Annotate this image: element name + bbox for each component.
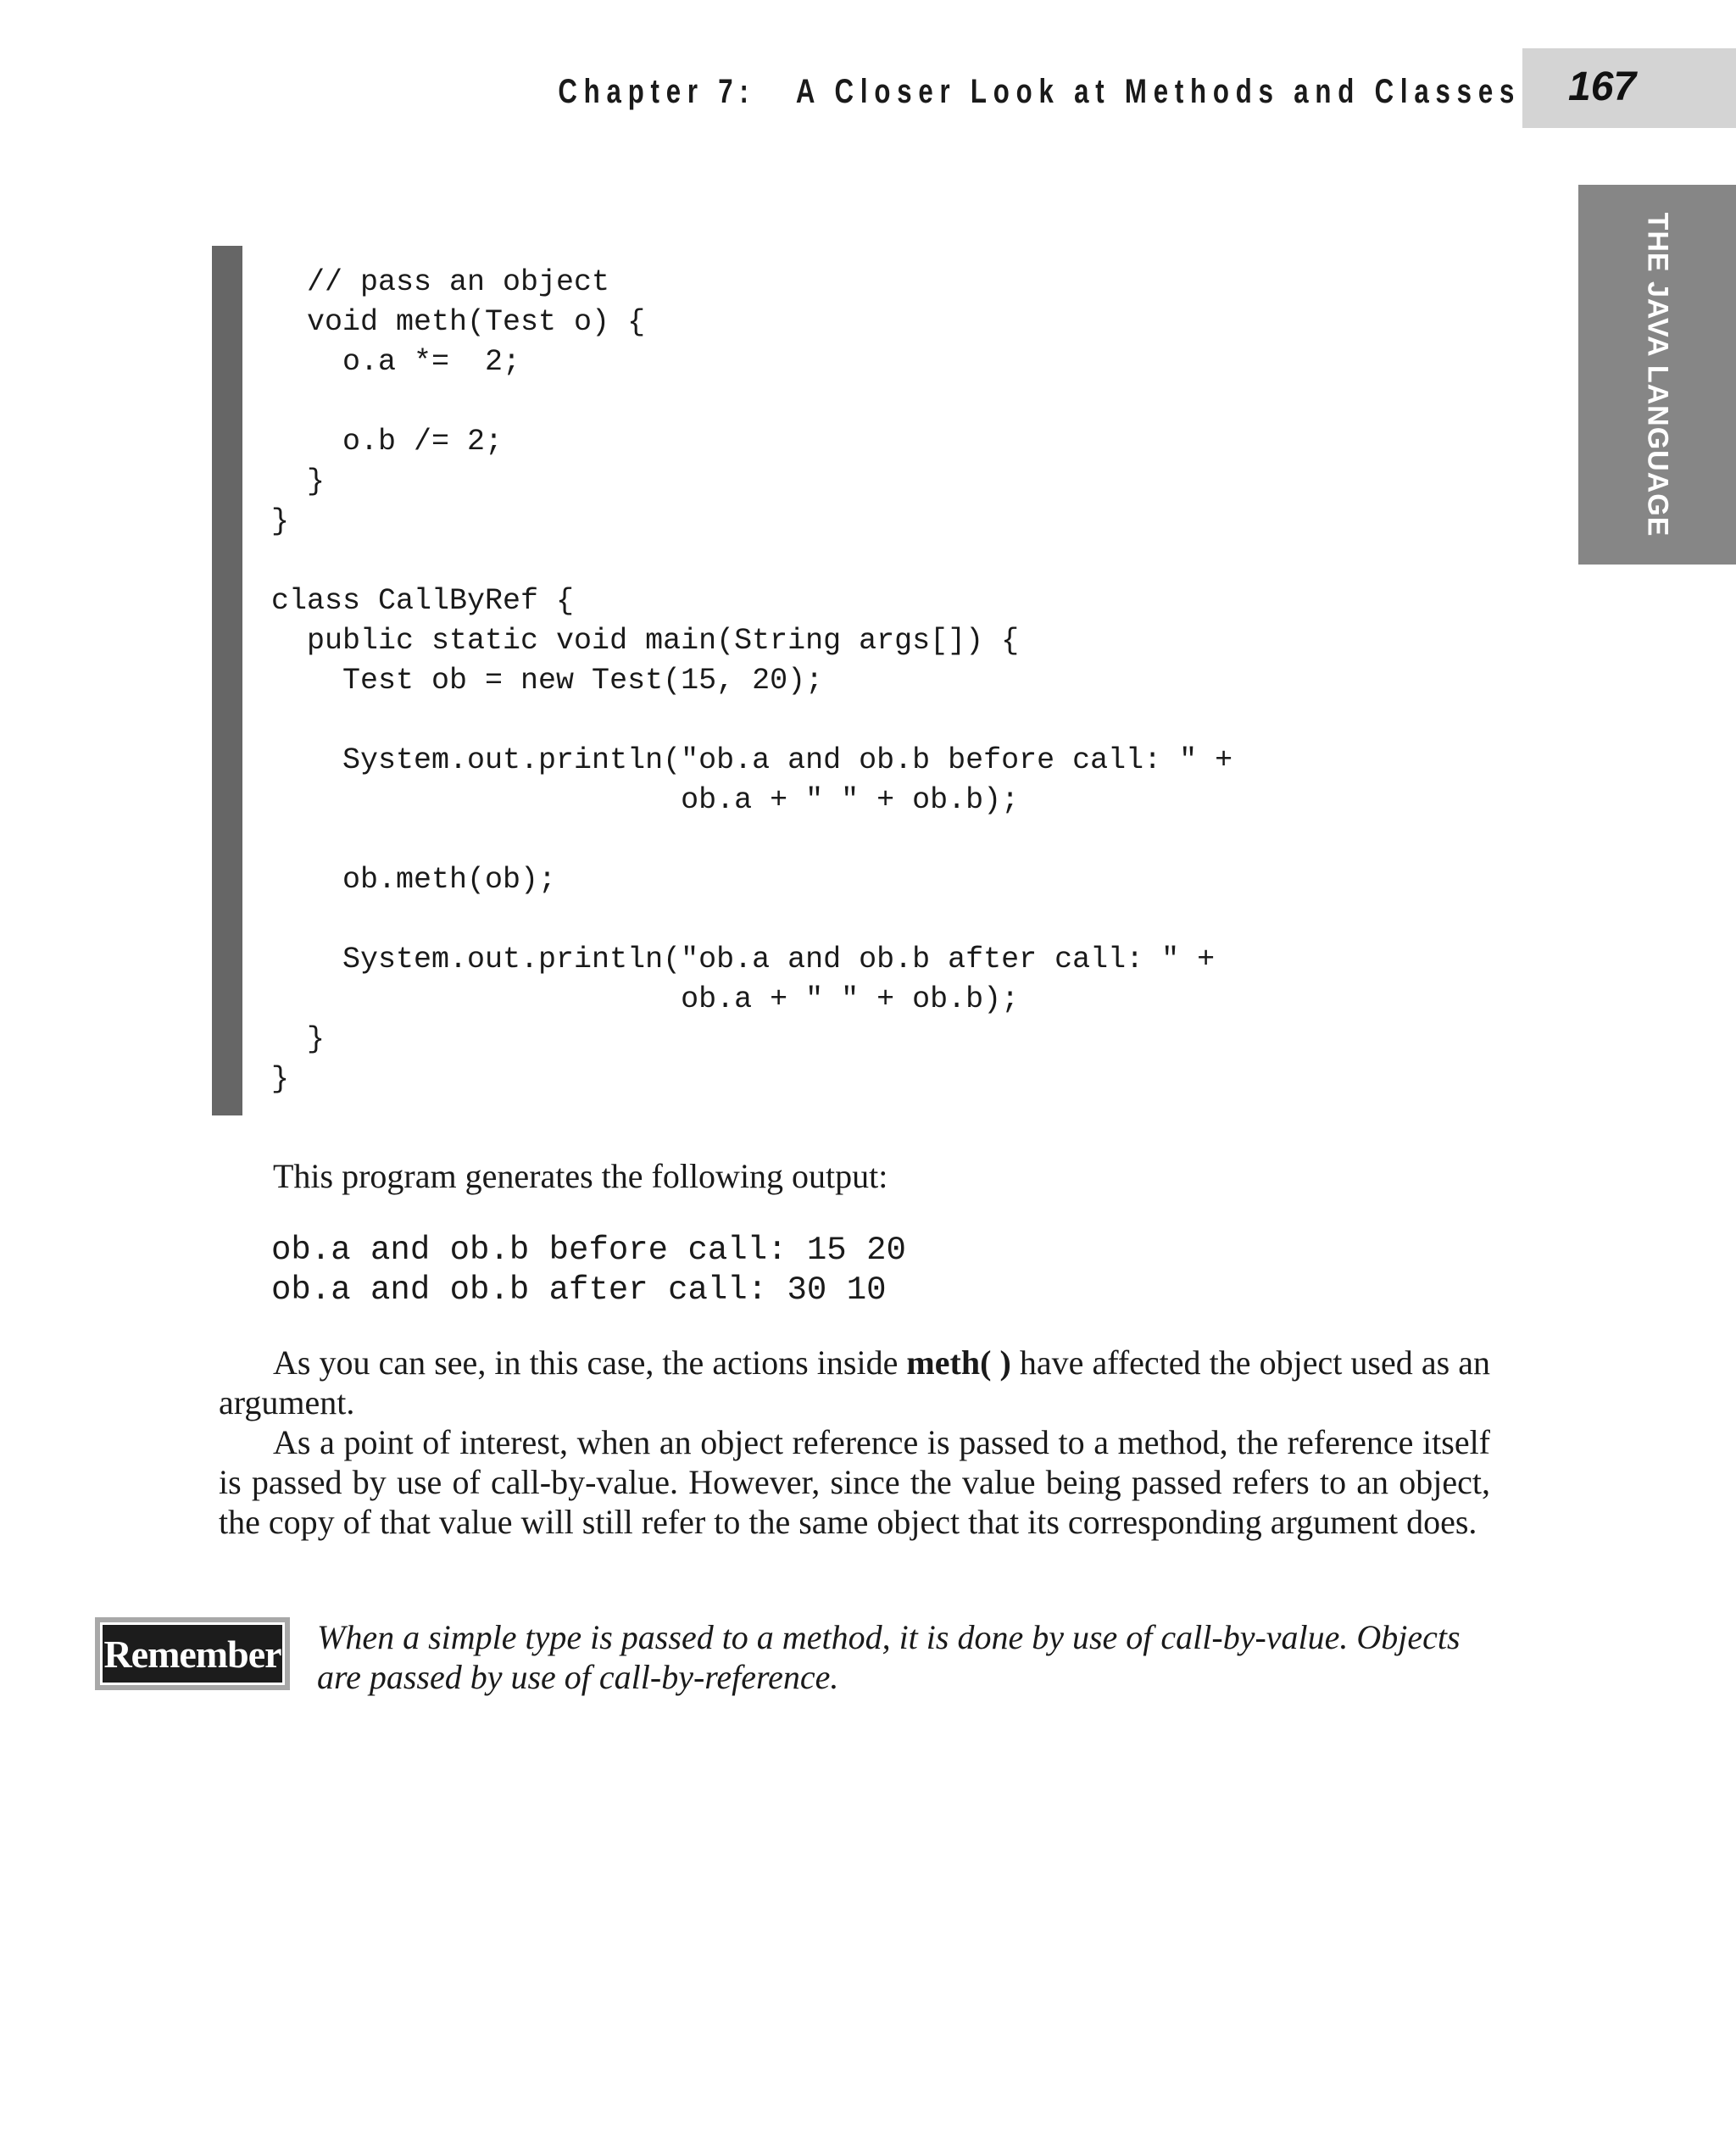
output-intro-text: This program generates the following output: [273,1157,888,1195]
paragraph-reference-passing: As a point of interest, when an object reference is passed to a method, the reference itself is passed by use of call-by-value. However, since the value being passed refers to an object, the copy of that value will still refer to the same object that its corresponding argument does. [219,1423,1490,1541]
side-tab-label: THE JAVA LANGUAGE [1641,212,1674,537]
method-name: meth( ) [906,1343,1011,1382]
program-output: ob.a and ob.b before call: 15 20 ob.a and ob.b after call: 30 10 [271,1232,906,1309]
remember-badge-label: Remember [100,1622,285,1685]
paragraph-text: have affected the object used as an argument. [219,1343,1490,1421]
remember-note: When a simple type is passed to a method, it is done by use of call-by-value. Objects are passed by use of call-by-reference. [317,1618,1461,1696]
paragraph-meth-effect [219,1343,1490,1422]
page-number-box [1522,48,1736,128]
page-number: 167 [1568,64,1637,109]
code-listing: // pass an object void meth(Test o) { o.a *= 2; o.b /= 2; } } class CallByRef { public static void main(String args[]) { Test ob = new Test(15, 20); System.out.println("ob.a and ob.b before call: " + ob.a + " " + ob.b); ob.meth(ob); System.out.println("ob.a and ob.b after call: " + ob.a + " " + ob.b); } } [271,265,1233,1096]
remember-badge [95,1617,290,1690]
paragraph-text: As you can see, in this case, the actions inside [273,1343,907,1382]
section-side-tab [1578,185,1736,565]
running-header-title: Chapter 7: A Closer Look at Methods and Classes [558,73,1521,110]
code-listing-bar [212,246,242,1115]
